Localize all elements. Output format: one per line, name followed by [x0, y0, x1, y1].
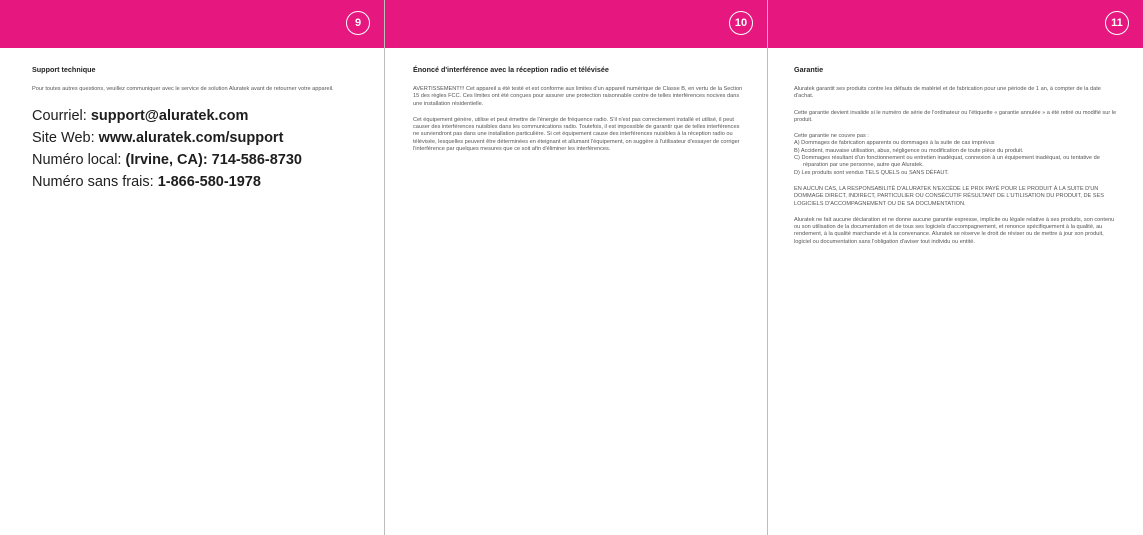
page-number: 9 — [346, 11, 370, 35]
list-item: A) Dommages de fabrication apparents ou dommages à la suite de cas imprévus — [794, 140, 995, 147]
page-header-band — [0, 0, 384, 48]
contact-local-phone: Numéro local: (Irvine, CA): 714-586-8730 — [32, 152, 302, 169]
section-title: Énoncé d'interférence avec la réception radio et télévisée — [413, 65, 609, 74]
equipment-paragraph: Cet équipement génère, utilise et peut émettre de l'énergie de fréquence radio. S'il n'est pas correctement installé et utilisé, il peut causer des interférences nuisibles dans les communications radio. Toutefois, il est impossible de garantir que de telles interférences ne surviendront pas dans une installation particulière. Si cet équipement cause des interférences nuisibles à la réception radio ou télévisée, lesquelles peuvent être déterminées en éteignant et allumant l'équipement, on suggère à l'utilisateur d'essayer de corriger l'interférence par quelques mesures que ce soit afin d'éliminer les interférences. — [413, 116, 740, 153]
liability-paragraph: EN AUCUN CAS, LA RESPONSABILITÉ D'ALURATEK N'EXCÈDE LE PRIX PAYÉ POUR LE PRODUIT À LA SUITE D'UN DOMMAGE DIRECT, INDIRECT, PARTICULIER OU CONSÉCUTIF RÉSULTANT DE L'UTILISATION DU PRODUIT, DE SES LOGICIELS D'ACCOMPAGNEMENT OU DE SA DOCUMENTATION. — [794, 185, 1105, 207]
contact-toll-free: Numéro sans frais: 1-866-580-1978 — [32, 174, 261, 191]
page-header-band — [768, 0, 1143, 48]
warning-paragraph: AVERTISSEMENT!!! Cet appareil a été testé et est conforme aux limites d'un appareil numérique de Classe B, en vertu de la Section 15 des règles FCC. Ces limites ont été conçues pour assurer une protection raisonnable contre de telles interférences nocives dans une installation résidentielle. — [413, 86, 743, 107]
disclaimer-paragraph: Aluratek ne fait aucune déclaration et ne donne aucune garantie expresse, implicite ou légale relative à ses produits, son contenu ou son utilisation de la documentation et de tous ses logiciels d'accompagnement, et renonce spécifiquement à la qualité, au rendement, à la qualité marchande et à la convenance. Aluratek se réserve le droit de réviser ou de mettre à jour son produit, logiciel ou documentation sans l'obligation d'aviser tout individu ou entité. — [794, 216, 1115, 245]
page-number: 11 — [1105, 11, 1129, 35]
section-title: Support technique — [32, 65, 96, 74]
list-item: B) Accident, mauvaise utilisation, abus, négligence ou modification de toute pièce du produit. — [794, 147, 1024, 154]
list-item: C) Dommages résultant d'un fonctionnement ou entretien inadéquat, connexion à un équipement inadéquat, ou tentative de réparation par une personne, autre que Aluratek. — [794, 155, 1100, 169]
warranty-paragraph: Aluratek garantit ses produits contre les défauts de matériel et de fabrication pour une période de 1 an, à compter de la date d'achat. — [794, 86, 1101, 100]
page-warranty — [768, 0, 1143, 535]
contact-email: Courriel: support@aluratek.com — [32, 108, 249, 125]
page-support — [0, 0, 385, 535]
exclusions-list — [794, 140, 1119, 176]
contact-list — [32, 105, 370, 193]
contact-website: Site Web: www.aluratek.com/support — [32, 130, 284, 147]
list-item: D) Les produits sont vendus TELS QUELS ou SANS DÉFAUT. — [794, 169, 949, 176]
section-title: Garantie — [794, 65, 824, 74]
page-header-band — [385, 0, 767, 48]
page-number: 10 — [729, 11, 753, 35]
page-interference — [385, 0, 768, 535]
exclusions-title: Cette garantie ne couvre pas : — [794, 133, 869, 140]
warranty-void-paragraph: Cette garantie devient invalide si le numéro de série de l'ordinateur ou l'étiquette « garantie annulée » a été retiré ou modifié sur le produit. — [794, 109, 1117, 123]
support-intro: Pour toutes autres questions, veuillez communiquer avec le service de solution Aluratek avant de retourner votre appareil. — [32, 86, 334, 92]
